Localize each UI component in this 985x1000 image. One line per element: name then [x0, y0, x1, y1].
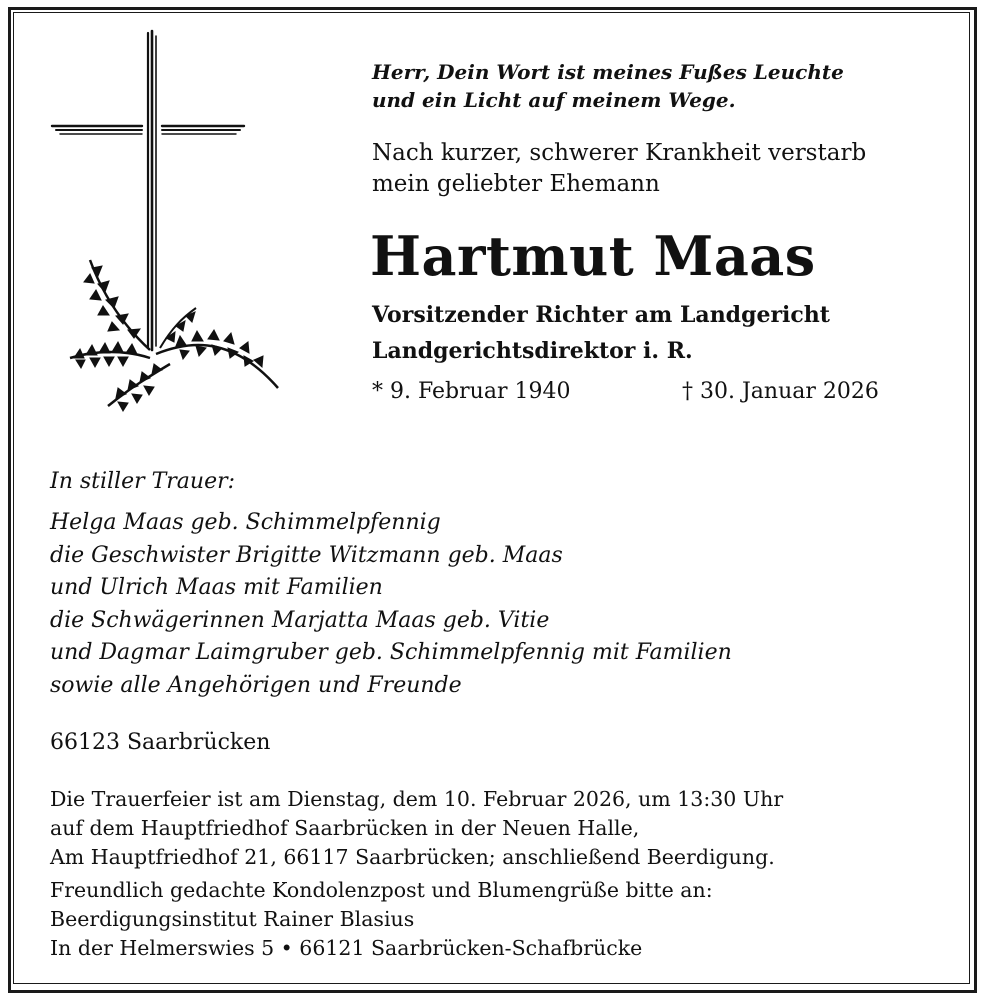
title-line: Vorsitzender Richter am Landgericht — [372, 302, 830, 328]
funeral-info — [50, 785, 783, 872]
birth-date: * 9. Februar 1940 — [372, 379, 571, 404]
funeral-line: auf dem Hauptfriedhof Saarbrücken in der Neuen Halle, — [50, 816, 640, 840]
funeral-line: Am Hauptfriedhof 21, 66117 Saarbrücken; anschließend Beerdigung. — [50, 845, 775, 869]
verse-line: Herr, Dein Wort ist meines Fußes Leuchte — [372, 60, 844, 84]
city-line: 66123 Saarbrücken — [50, 730, 271, 755]
mourners-list — [50, 507, 732, 702]
cross-icon — [46, 28, 286, 413]
deceased-name: Hartmut Maas — [370, 224, 816, 288]
list-item: und Dagmar Laimgruber geb. Schimmelpfennig mit Familien — [50, 640, 732, 665]
contact-line: Freundlich gedachte Kondolenzpost und Blumengrüße bitte an: — [50, 878, 713, 902]
contact-line: Beerdigungsinstitut Rainer Blasius — [50, 907, 415, 931]
verse-line: und ein Licht auf meinem Wege. — [372, 88, 736, 112]
deceased-titles — [372, 297, 830, 369]
death-announcement — [372, 138, 866, 200]
list-item: die Geschwister Brigitte Witzmann geb. Maas — [50, 542, 563, 568]
list-item: die Schwägerinnen Marjatta Maas geb. Vitie — [50, 607, 550, 633]
bible-verse — [372, 58, 844, 114]
list-item: sowie alle Angehörigen und Freunde — [50, 672, 462, 698]
announcement-line: Nach kurzer, schwerer Krankheit verstarb — [372, 140, 867, 166]
condolence-contact — [50, 876, 713, 963]
list-item: Helga Maas geb. Schimmelpfennig — [50, 510, 441, 535]
title-line: Landgerichtsdirektor i. R. — [372, 338, 693, 364]
list-item: und Ulrich Maas mit Familien — [50, 575, 383, 600]
death-date: † 30. Januar 2026 — [682, 379, 879, 404]
contact-line: In der Helmerswies 5 • 66121 Saarbrücken-Schafbrücke — [50, 936, 643, 960]
wheat-branch-icon — [70, 260, 278, 411]
mourners-heading: In stiller Trauer: — [50, 469, 236, 494]
funeral-line: Die Trauerfeier ist am Dienstag, dem 10. Februar 2026, um 13:30 Uhr — [50, 787, 784, 811]
announcement-line: mein geliebter Ehemann — [372, 171, 660, 197]
